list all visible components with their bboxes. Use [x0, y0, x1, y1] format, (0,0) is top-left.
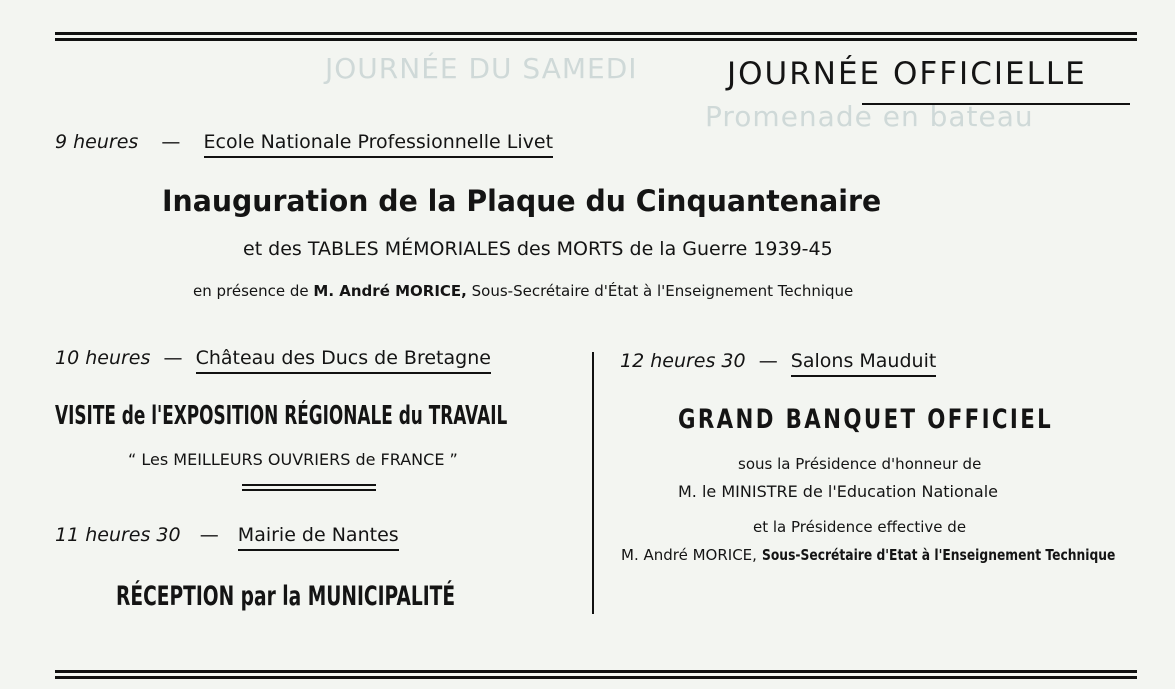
- presence-prefix: en présence de: [193, 282, 309, 300]
- event-place: Château des Ducs de Bretagne: [196, 347, 491, 374]
- column-divider: [592, 352, 594, 614]
- separator-dash: —: [163, 347, 183, 369]
- section-double-rule: [242, 484, 376, 491]
- banquet-line: sous la Présidence d'honneur de: [738, 455, 982, 473]
- event-time: 10 heures: [55, 347, 151, 369]
- event-headline: RÉCEPTION par la MUNICIPALITÉ: [116, 581, 456, 612]
- bottom-double-rule: [55, 670, 1137, 679]
- banquet-role: Sous-Secrétaire d'Etat à l'Enseignement Technique: [761, 546, 1116, 564]
- event-banquet-header: [620, 350, 936, 372]
- presence-role: Sous-Secrétaire d'État à l'Enseignement Technique: [471, 282, 854, 300]
- banquet-line: [621, 546, 1175, 564]
- event-inauguration-header: [55, 131, 553, 153]
- event-headline: GRAND BANQUET OFFICIEL: [678, 404, 1054, 435]
- presence-name: M. André MORICE,: [313, 282, 467, 300]
- separator-dash: —: [161, 131, 181, 153]
- banquet-line: et la Présidence effective de: [753, 518, 967, 536]
- event-reception-header: [55, 524, 399, 546]
- event-place: Ecole Nationale Professionnelle Livet: [204, 131, 554, 158]
- event-time: 11 heures 30: [55, 524, 181, 546]
- separator-dash: —: [758, 350, 778, 372]
- bleed-through-text: Promenade en bateau: [705, 100, 1034, 133]
- event-quote: “ Les MEILLEURS OUVRIERS de FRANCE ”: [128, 450, 458, 469]
- page-title: JOURNÉE OFFICIELLE: [727, 56, 1087, 92]
- title-underline: [862, 103, 1130, 105]
- bleed-through-text: JOURNÉE DU SAMEDI: [325, 52, 638, 85]
- event-place: Salons Mauduit: [791, 350, 937, 377]
- banquet-name: M. André MORICE,: [621, 546, 757, 564]
- top-double-rule: [55, 32, 1137, 41]
- event-place: Mairie de Nantes: [238, 524, 399, 551]
- event-time: 12 heures 30: [620, 350, 746, 372]
- event-visite-header: [55, 347, 491, 369]
- event-headline: Inauguration de la Plaque du Cinquantenaire: [162, 184, 882, 218]
- separator-dash: —: [199, 524, 219, 546]
- event-subline: et des TABLES MÉMORIALES des MORTS de la Guerre 1939-45: [243, 238, 833, 260]
- event-presence: [193, 282, 853, 300]
- banquet-line: M. le MINISTRE de l'Education Nationale: [678, 482, 998, 501]
- event-headline: VISITE de l'EXPOSITION RÉGIONALE du TRAVAIL: [55, 401, 508, 431]
- event-time: 9 heures: [55, 131, 139, 153]
